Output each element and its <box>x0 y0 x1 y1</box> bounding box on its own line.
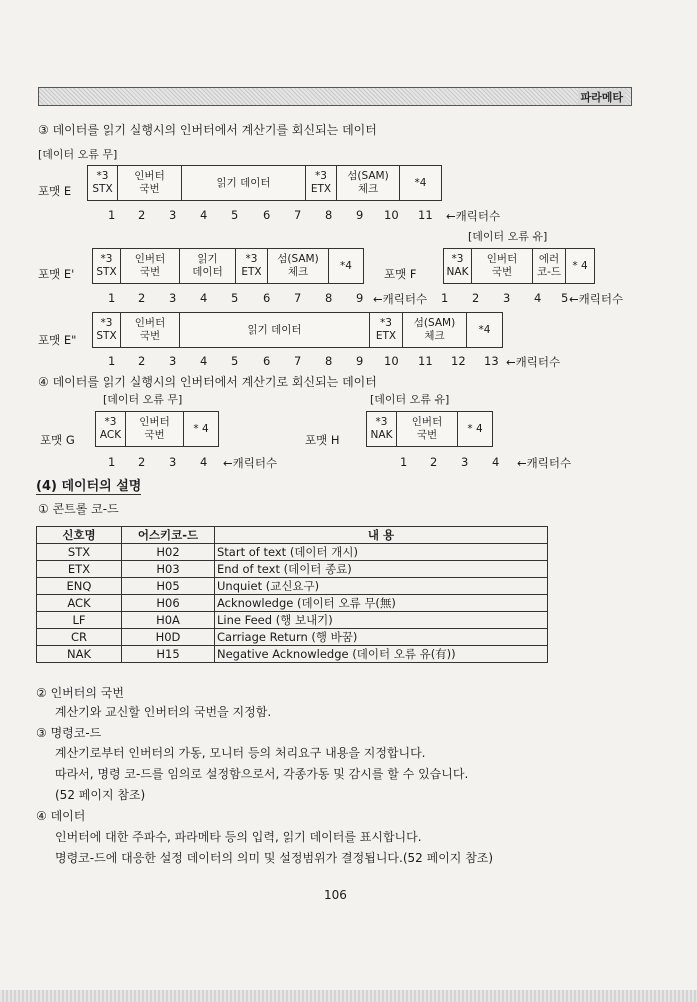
char-count-digit: 10 <box>384 208 399 222</box>
format-e-cell-stx: *3 STX <box>88 166 118 200</box>
section-header-bar <box>38 87 632 106</box>
ascii-cell: H0A <box>122 612 215 629</box>
format-e-label: 포맷 E <box>38 184 72 198</box>
ascii-cell: H05 <box>122 578 215 595</box>
item4-no-error-label: [데이터 오류 무] <box>103 393 183 406</box>
format-e-double-prime-cell-sum-check: 섬(SAM) 체크 <box>403 313 467 347</box>
char-count-digit: 9 <box>356 291 364 305</box>
char-count-digit: 5 <box>231 208 239 222</box>
char-count-digit: 4 <box>492 455 500 469</box>
char-count-arrow: ←캐릭터수 <box>446 209 501 223</box>
data-title: ④ 데이터 <box>36 809 86 823</box>
format-e-cell-sum-check: 섬(SAM) 체크 <box>337 166 400 200</box>
format-e-double-prime-frame <box>92 312 503 348</box>
char-count-arrow: ←캐릭터수 <box>373 292 428 306</box>
format-e-cell-read-data: 읽기 데이터 <box>182 166 306 200</box>
signal-cell: ENQ <box>37 578 122 595</box>
table-row <box>37 595 548 612</box>
content-cell: Unquiet (교신요구) <box>215 578 548 595</box>
char-count-arrow: ←캐릭터수 <box>517 456 572 470</box>
format-e-cell-note4: *4 <box>414 176 427 189</box>
content-cell: Start of text (데이터 개시) <box>215 544 548 561</box>
char-count-digit: 2 <box>138 208 146 222</box>
char-count-digit: 5 <box>231 291 239 305</box>
command-code-body-3: (52 페이지 참조) <box>55 788 146 802</box>
format-e-prime-cell-sum-check: 섬(SAM) 체크 <box>268 249 329 283</box>
char-count-digit: 3 <box>503 291 511 305</box>
format-h-cell-note4: * 4 <box>467 422 483 435</box>
format-e-prime-cell-station: 인버터 국번 <box>121 249 180 283</box>
format-h-label: 포맷 H <box>305 433 340 447</box>
char-count-digit: 3 <box>169 354 177 368</box>
format-e-double-prime-cell-etx: *3 ETX <box>370 313 403 347</box>
char-count-digit: 2 <box>138 291 146 305</box>
format-e-double-prime-cell-note4: *4 <box>478 323 491 336</box>
content-cell: End of text (데이터 종료) <box>215 561 548 578</box>
table-row <box>37 578 548 595</box>
scan-edge-strip <box>0 990 697 1002</box>
section-title: (4) 데이터의 설명 <box>36 475 141 495</box>
char-count-digit: 3 <box>169 291 177 305</box>
signal-cell: LF <box>37 612 122 629</box>
char-count-digit: 4 <box>200 354 208 368</box>
format-e-prime-frame <box>92 248 364 284</box>
format-h-frame <box>366 411 493 447</box>
command-code-body-2: 따라서, 명령 코-드를 임의로 설정함으로서, 각종가동 및 감시를 할 수 있습니다. <box>55 767 469 781</box>
item3-title: ③ 데이터를 읽기 실행시의 인버터에서 계산기를 회신되는 데이터 <box>38 123 377 137</box>
table-header-signal: 신호명 <box>37 527 122 544</box>
char-count-digit: 1 <box>108 354 116 368</box>
table-row <box>37 561 548 578</box>
format-e-prime-cell-read-data: 읽기 데이터 <box>180 249 236 283</box>
format-g-cell-ack: *3 ACK <box>96 412 126 446</box>
char-count-digit: 7 <box>294 291 302 305</box>
char-count-arrow: ←캐릭터수 <box>223 456 278 470</box>
signal-cell: STX <box>37 544 122 561</box>
char-count-digit: 5 <box>231 354 239 368</box>
item4-with-error-label: [데이터 오류 유] <box>370 393 450 406</box>
char-count-digit: 1 <box>400 455 408 469</box>
table-row <box>37 629 548 646</box>
table-header-row <box>37 527 548 544</box>
format-e-frame <box>87 165 442 201</box>
char-count-digit: 3 <box>461 455 469 469</box>
data-body-1: 인버터에 대한 주파수, 파라메타 등의 입력, 읽기 데이터를 표시합니다. <box>55 830 422 844</box>
table-header-content: 내 용 <box>215 527 548 544</box>
table-row <box>37 612 548 629</box>
char-count-digit: 7 <box>294 208 302 222</box>
content-cell: Carriage Return (행 바꿈) <box>215 629 548 646</box>
item3-no-error-label: [데이터 오류 무] <box>38 148 118 161</box>
char-count-digit: 8 <box>325 208 333 222</box>
format-f-frame <box>443 248 595 284</box>
format-f-cell-error-code: 에러 코-드 <box>533 249 566 283</box>
char-count-digit: 3 <box>169 455 177 469</box>
char-count-digit: 1 <box>108 455 116 469</box>
content-cell: Line Feed (행 보내기) <box>215 612 548 629</box>
format-e-prime-cell-note4: *4 <box>340 259 352 272</box>
control-code-table <box>36 526 548 663</box>
char-count-digit: 8 <box>325 291 333 305</box>
format-h-cell-station: 인버터 국번 <box>397 412 458 446</box>
char-count-digit: 4 <box>200 208 208 222</box>
station-number-title: ② 인버터의 국번 <box>36 686 124 700</box>
char-count-digit: 1 <box>108 291 116 305</box>
char-count-digit: 4 <box>534 291 542 305</box>
format-f-cell-nak: *3 NAK <box>444 249 472 283</box>
char-count-digit: 7 <box>294 354 302 368</box>
content-cell: Negative Acknowledge (데이터 오류 유(有)) <box>215 646 548 663</box>
char-count-digit: 6 <box>263 208 271 222</box>
table-header-ascii: 어스키코-드 <box>122 527 215 544</box>
command-code-body-1: 계산기로부터 인버터의 가동, 모니터 등의 처리요구 내용을 지정합니다. <box>55 746 426 760</box>
format-e-double-prime-cell-station: 인버터 국번 <box>121 313 180 347</box>
format-e-cell-etx: *3 ETX <box>306 166 337 200</box>
char-count-digit: 4 <box>200 291 208 305</box>
format-e-double-prime-cell-stx: *3 STX <box>93 313 121 347</box>
char-count-digit: 4 <box>200 455 208 469</box>
signal-cell: ETX <box>37 561 122 578</box>
format-g-label: 포맷 G <box>40 433 75 447</box>
signal-cell: NAK <box>37 646 122 663</box>
char-count-digit: 9 <box>356 208 364 222</box>
ascii-cell: H0D <box>122 629 215 646</box>
format-e-double-prime-label: 포맷 E" <box>38 333 77 347</box>
char-count-digit: 2 <box>138 354 146 368</box>
char-count-digit: 11 <box>418 354 433 368</box>
char-count-digit: 5 <box>561 291 569 305</box>
char-count-digit: 6 <box>263 291 271 305</box>
ascii-cell: H06 <box>122 595 215 612</box>
format-e-prime-label: 포맷 E' <box>38 267 75 281</box>
ascii-cell: H15 <box>122 646 215 663</box>
char-count-digit: 13 <box>484 354 499 368</box>
char-count-digit: 8 <box>325 354 333 368</box>
item4-title: ④ 데이터를 읽기 실행시의 인버터에서 계산기로 회신되는 데이터 <box>38 375 377 389</box>
table-row <box>37 646 548 663</box>
section-header-label: 파라메타 <box>580 91 623 104</box>
format-g-cell-note4: * 4 <box>193 422 209 435</box>
char-count-digit: 1 <box>441 291 449 305</box>
char-count-digit: 9 <box>356 354 364 368</box>
format-f-label: 포맷 F <box>384 267 417 281</box>
format-f-cell-note4: * 4 <box>572 259 588 272</box>
control-code-title: ① 콘트롤 코-드 <box>38 502 119 516</box>
page-number: 106 <box>324 888 347 902</box>
format-e-cell-station: 인버터 국번 <box>118 166 182 200</box>
char-count-digit: 11 <box>418 208 433 222</box>
format-e-prime-cell-etx: *3 ETX <box>236 249 268 283</box>
format-g-cell-station: 인버터 국번 <box>126 412 184 446</box>
ascii-cell: H03 <box>122 561 215 578</box>
char-count-digit: 1 <box>108 208 116 222</box>
format-g-frame <box>95 411 219 447</box>
char-count-digit: 3 <box>169 208 177 222</box>
ascii-cell: H02 <box>122 544 215 561</box>
char-count-arrow: ←캐릭터수 <box>506 355 561 369</box>
char-count-digit: 2 <box>472 291 480 305</box>
char-count-digit: 2 <box>430 455 438 469</box>
char-count-digit: 2 <box>138 455 146 469</box>
format-f-cell-station: 인버터 국번 <box>472 249 533 283</box>
table-row <box>37 544 548 561</box>
format-e-prime-cell-stx: *3 STX <box>93 249 121 283</box>
format-h-cell-nak: *3 NAK <box>367 412 397 446</box>
char-count-digit: 10 <box>384 354 399 368</box>
station-number-body: 계산기와 교신할 인버터의 국번을 지정함. <box>55 705 272 719</box>
char-count-arrow: ←캐릭터수 <box>569 292 624 306</box>
data-body-2: 명령코-드에 대응한 설정 데이터의 의미 및 설정범위가 결정됩니다.(52 페이지 참조) <box>55 851 494 865</box>
command-code-title: ③ 명령코-드 <box>36 726 102 740</box>
char-count-digit: 6 <box>263 354 271 368</box>
signal-cell: CR <box>37 629 122 646</box>
format-e-double-prime-cell-read-data: 읽기 데이터 <box>180 313 370 347</box>
char-count-digit: 12 <box>451 354 466 368</box>
content-cell: Acknowledge (데이터 오류 무(無) <box>215 595 548 612</box>
signal-cell: ACK <box>37 595 122 612</box>
item3-with-error-label: [데이터 오류 유] <box>468 230 548 243</box>
